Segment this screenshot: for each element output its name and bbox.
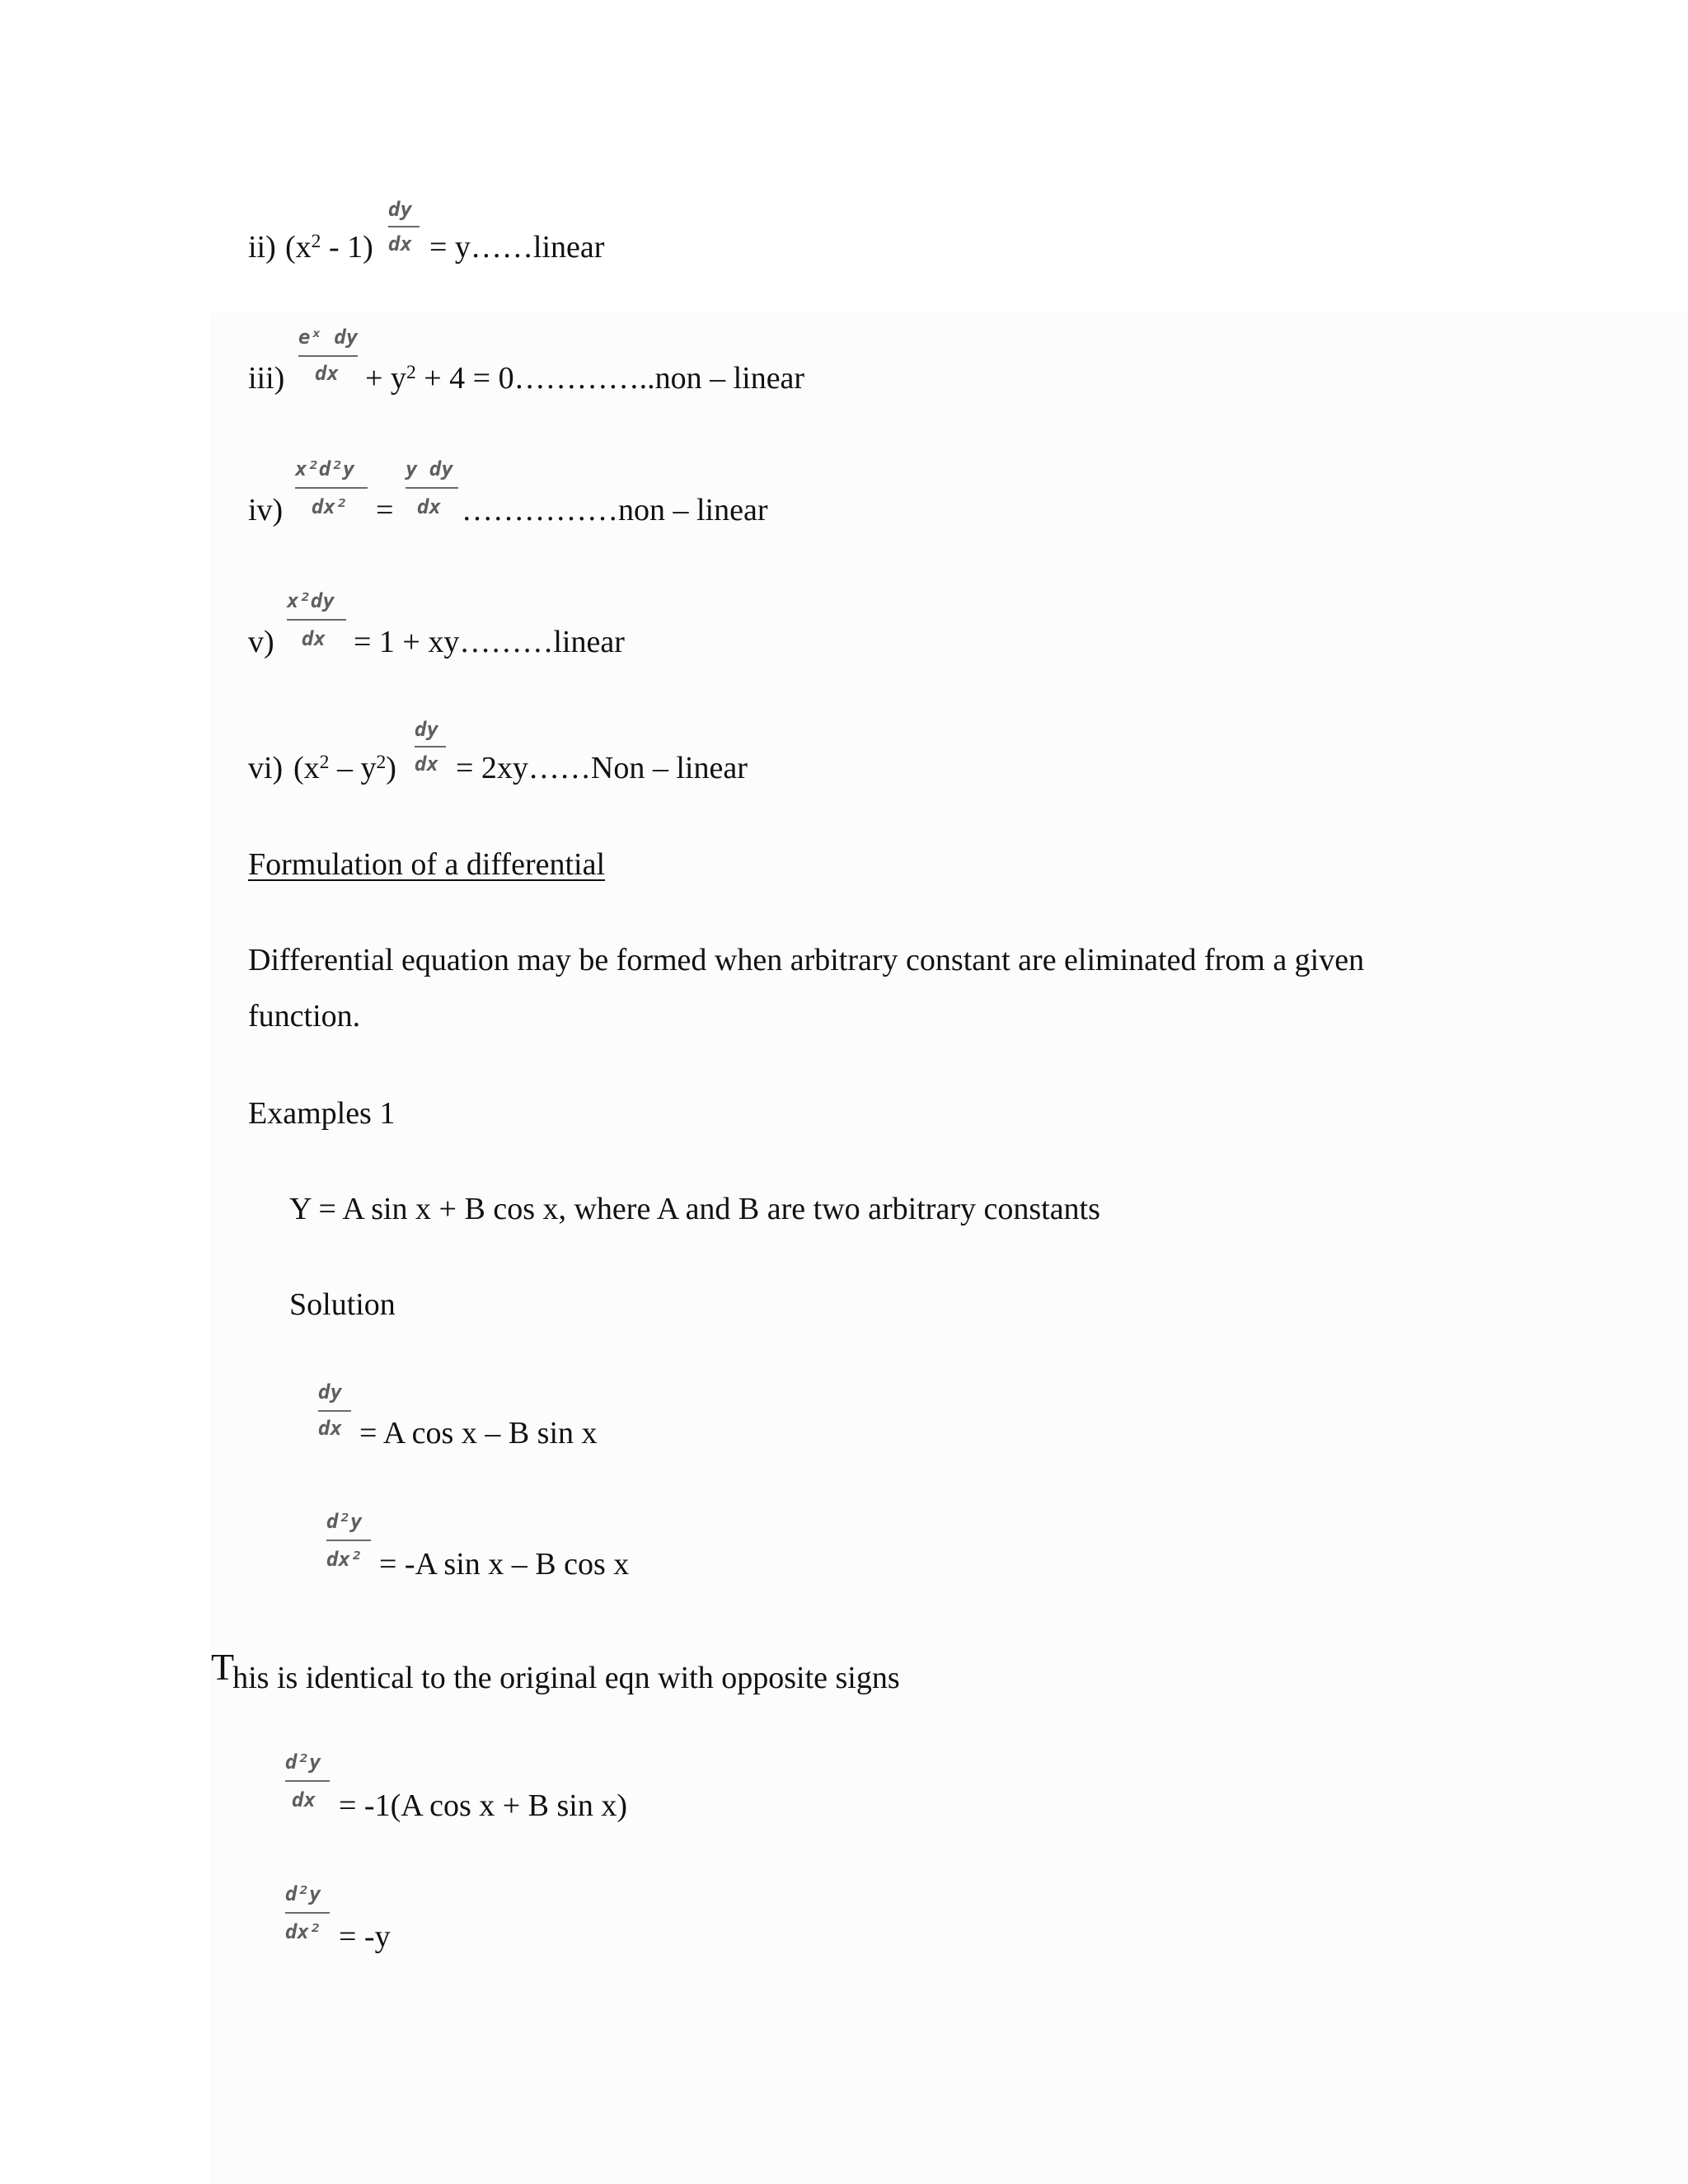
y-dy-dx-fraction: y dy dx bbox=[406, 459, 458, 517]
remark-text: This is identical to the original eqn with opposite signs bbox=[211, 1646, 900, 1695]
equation-rhs: = -A sin x – B cos x bbox=[379, 1547, 630, 1582]
equation-rhs: = A cos x – B sin x bbox=[359, 1416, 598, 1451]
equation-rhs: = -1(A cos x + B sin x) bbox=[339, 1788, 628, 1823]
item-label: v) bbox=[248, 625, 274, 659]
equation-rhs: = 1 + xy………linear bbox=[354, 625, 625, 659]
item-label: ii) bbox=[248, 230, 276, 265]
d2y-dx2-fraction: d²y dx² bbox=[326, 1511, 371, 1569]
dy-dx-fraction: dy dx bbox=[415, 719, 446, 774]
equation-rhs: + $y^2 + 4$ = 0…………..non – linear bbox=[365, 361, 805, 396]
drop-cap: T bbox=[211, 1646, 235, 1688]
equals-sign: = bbox=[376, 493, 394, 527]
d2y-dx-fraction: d²y dx bbox=[285, 1752, 330, 1810]
x2-dy-dx-fraction: x²dy dx bbox=[287, 591, 348, 649]
solution-label: Solution bbox=[289, 1287, 396, 1322]
example-statement: Y = A sin x + B cos x, where A and B are two arbitrary constants bbox=[289, 1192, 1100, 1226]
section-heading: Formulation of a differential bbox=[248, 847, 606, 882]
definition-line-1: Differential equation may be formed when arbitrary constant are eliminated from a given bbox=[248, 943, 1365, 977]
dy-dx-fraction: dy dx bbox=[388, 199, 420, 254]
d2y-dx2-fraction: d²y dx² bbox=[285, 1884, 330, 1942]
ex-dy-dx-fraction: eˣ dy dx bbox=[298, 326, 359, 385]
item-label: iv) bbox=[248, 493, 284, 527]
equation-lhs: $(x^2 - y^2)$ bbox=[293, 751, 396, 785]
equation-rhs: = -y bbox=[339, 1919, 391, 1954]
equation-lhs: $(x^2 - 1)$ bbox=[285, 230, 373, 265]
item-label: iii) bbox=[248, 361, 285, 396]
dy-dx-fraction: dy dx bbox=[318, 1382, 351, 1438]
shaded-page-region bbox=[210, 313, 1688, 2184]
equation-rhs: = 2xy……Non – linear bbox=[456, 751, 748, 785]
equation-rhs: = y……linear bbox=[429, 230, 605, 265]
definition-line-2: function. bbox=[248, 999, 361, 1033]
item-label: vi) bbox=[248, 751, 284, 785]
examples-heading: Examples 1 bbox=[248, 1096, 396, 1131]
x2-d2y-dx2-fraction: x²d²y dx² bbox=[295, 459, 368, 517]
equation-rhs: ……………non – linear bbox=[462, 493, 768, 527]
